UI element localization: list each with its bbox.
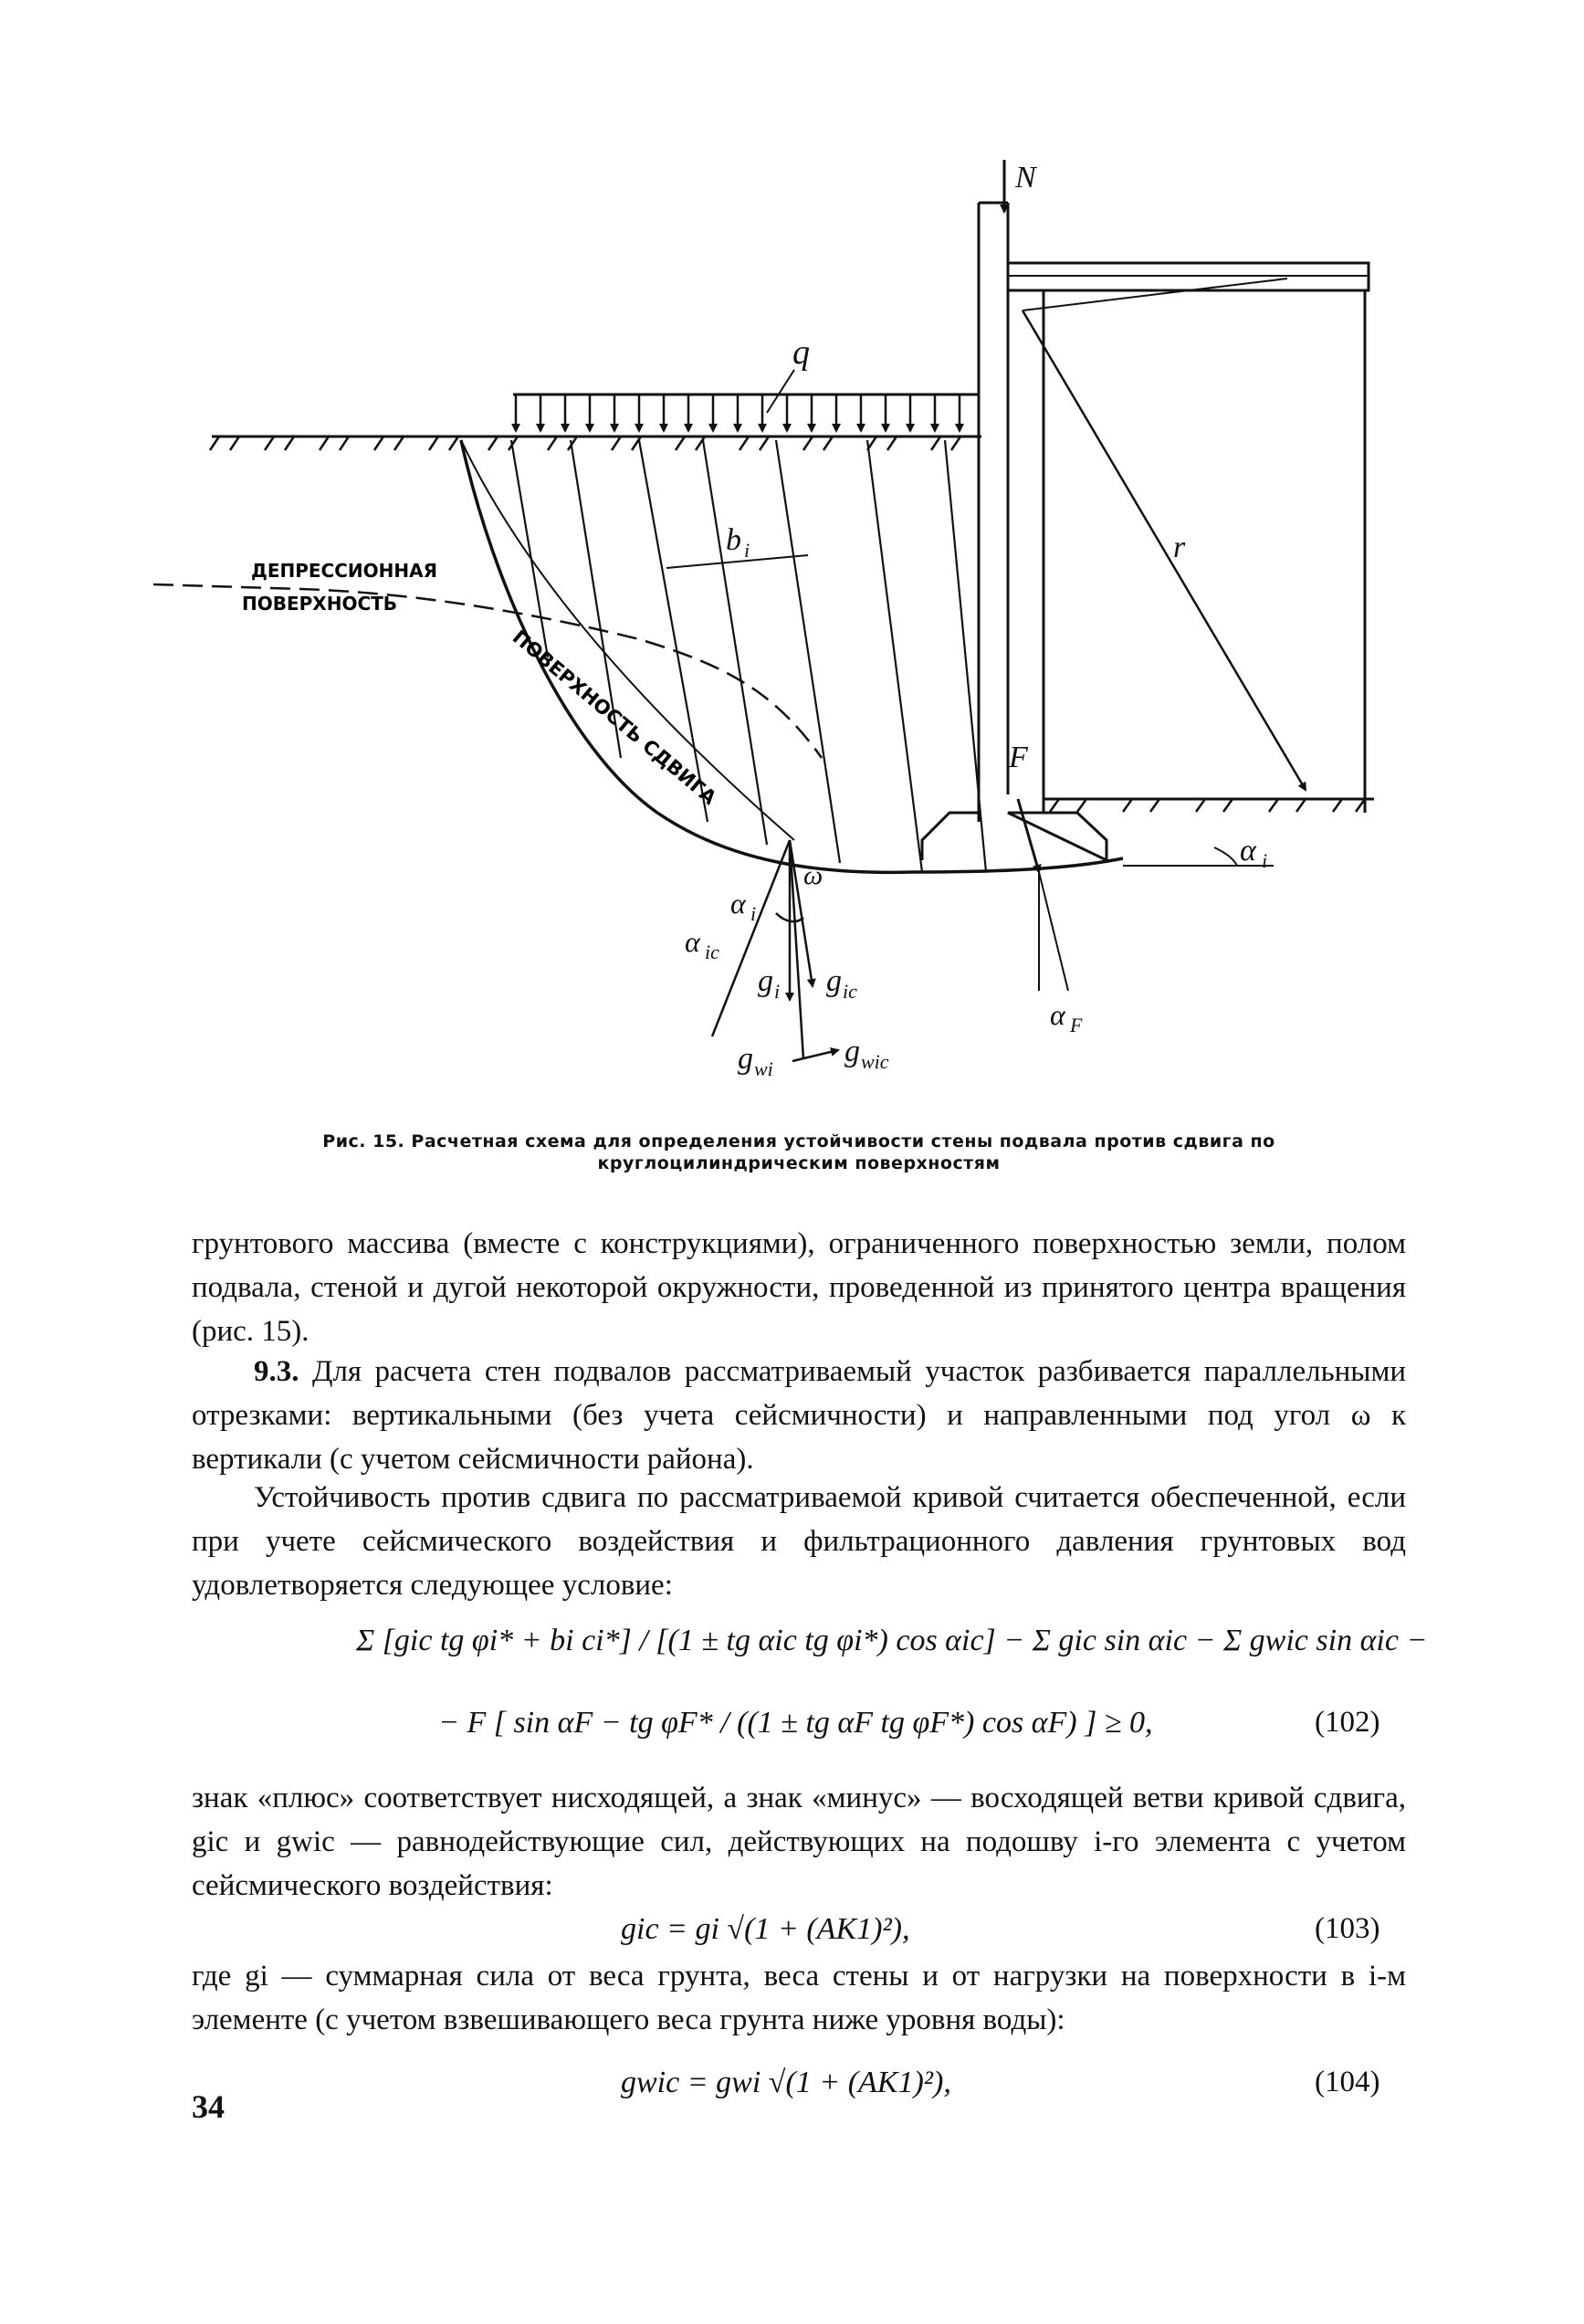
paragraph-3: Устойчивость против сдвига по рассматриваемой кривой считается обеспеченной, если при учете сейсмического воздействия и фильтрационного давления грунтовых вод удовлетворяется следующее условие:: [192, 1481, 1406, 1602]
equation-102-line-1: Σ [gic tg φi* + bi ci*] / [(1 ± tg αic tg φi*) cos αic] − Σ gic sin αic − Σ gwic sin αic −: [356, 1624, 1428, 1657]
label-b-sub: i: [744, 539, 750, 562]
figure-15-diagram: [0, 0, 1584, 1132]
slip-circle: [461, 440, 1123, 872]
bi-dimension: [666, 555, 808, 568]
q-leader: [767, 370, 794, 413]
label-alpha-i-sub: i: [750, 902, 757, 925]
label-omega: ω: [803, 860, 823, 890]
paragraph-2-body: Для расчета стен подвалов рассматриваемый участок разбивается параллельными отрезками: вертикальными (без учета сейсмичности) и направленными под угол ω к вертикали (с учетом сейсмичности района).: [192, 1355, 1406, 1476]
radius-r: [1023, 310, 1306, 790]
label-slip-surface: ПОВЕРХНОСТЬ СДВИГА: [508, 626, 721, 809]
equation-102-number: (102): [1315, 1706, 1380, 1739]
label-q: q: [792, 333, 810, 372]
f-force-arrow: [1018, 799, 1039, 872]
label-g-wic-sub: wic: [861, 1050, 889, 1073]
label-alpha-f-sub: F: [1070, 1014, 1083, 1036]
figure-caption: Рис. 15. Расчетная схема для определения устойчивости стены подвала против сдвига по круглоцилиндрическим поверхностям: [322, 1131, 1275, 1173]
label-alpha-ic-sub: ic: [705, 941, 719, 963]
page-number: 34: [192, 2088, 225, 2125]
equation-104: gwic = gwi √(1 + (AK1)²),: [621, 2066, 951, 2099]
label-b: b: [726, 523, 741, 557]
label-r: r: [1173, 531, 1186, 564]
ground-hatching: [210, 436, 960, 450]
paragraph-2: [192, 1350, 1406, 1481]
label-depression-2: ПОВЕРХНОСТЬ: [242, 593, 398, 615]
equation-102-line-2: − F [ sin αF − tg φF* / ((1 ± tg αF tg φF*) cos αF) ] ≥ 0,: [438, 1706, 1153, 1740]
slice-lines: [508, 440, 986, 872]
equation-103-number: (103): [1315, 1912, 1380, 1945]
paragraph-4: знак «плюс» соответствует нисходящей, а знак «минус» — восходящей ветви кривой сдвига, gic и gwic — равнодействующие сил, действующих на подошву i-го элемента с учетом сейсмического воздействия:: [192, 1782, 1406, 1902]
equation-103: gic = gi √(1 + (AK1)²),: [621, 1912, 910, 1946]
paragraph-5: где gi — суммарная сила от веса грунта, веса стены и от нагрузки на поверхности в i-м элементе (с учетом взвешивающего веса грунта ниже уровня воды):: [192, 1960, 1406, 2036]
label-g-i: g: [758, 964, 773, 998]
label-g-i-sub: i: [774, 980, 781, 1003]
label-alpha-i-right-sub: i: [1262, 849, 1268, 872]
wall-footing: [922, 813, 1107, 860]
label-alpha-f: α: [1050, 998, 1065, 1031]
label-n: N: [1015, 161, 1036, 195]
label-depression-1: ДЕПРЕССИОННАЯ: [251, 560, 437, 582]
surcharge-arrows: [516, 394, 960, 431]
paragraph-1: грунтового массива (вместе с конструкциями), ограниченного поверхностью земли, полом подвала, стеной и дугой некоторой окружности, проведенной из принятого центра вращения (рис. 15).: [192, 1227, 1406, 1348]
label-g-wi: g: [738, 1042, 753, 1076]
label-alpha-i: α: [730, 887, 746, 920]
label-g-ic-sub: ic: [843, 980, 857, 1003]
label-g-ic: g: [826, 964, 842, 998]
label-alpha-ic: α: [685, 925, 700, 958]
label-g-wi-sub: wi: [754, 1057, 773, 1080]
section-number: 9.3.: [254, 1355, 299, 1388]
label-alpha-i-right: α: [1240, 834, 1256, 868]
label-g-wic: g: [844, 1035, 860, 1068]
label-f: F: [1009, 741, 1028, 774]
equation-104-number: (104): [1315, 2066, 1380, 2098]
basement-wall: [979, 203, 1008, 822]
